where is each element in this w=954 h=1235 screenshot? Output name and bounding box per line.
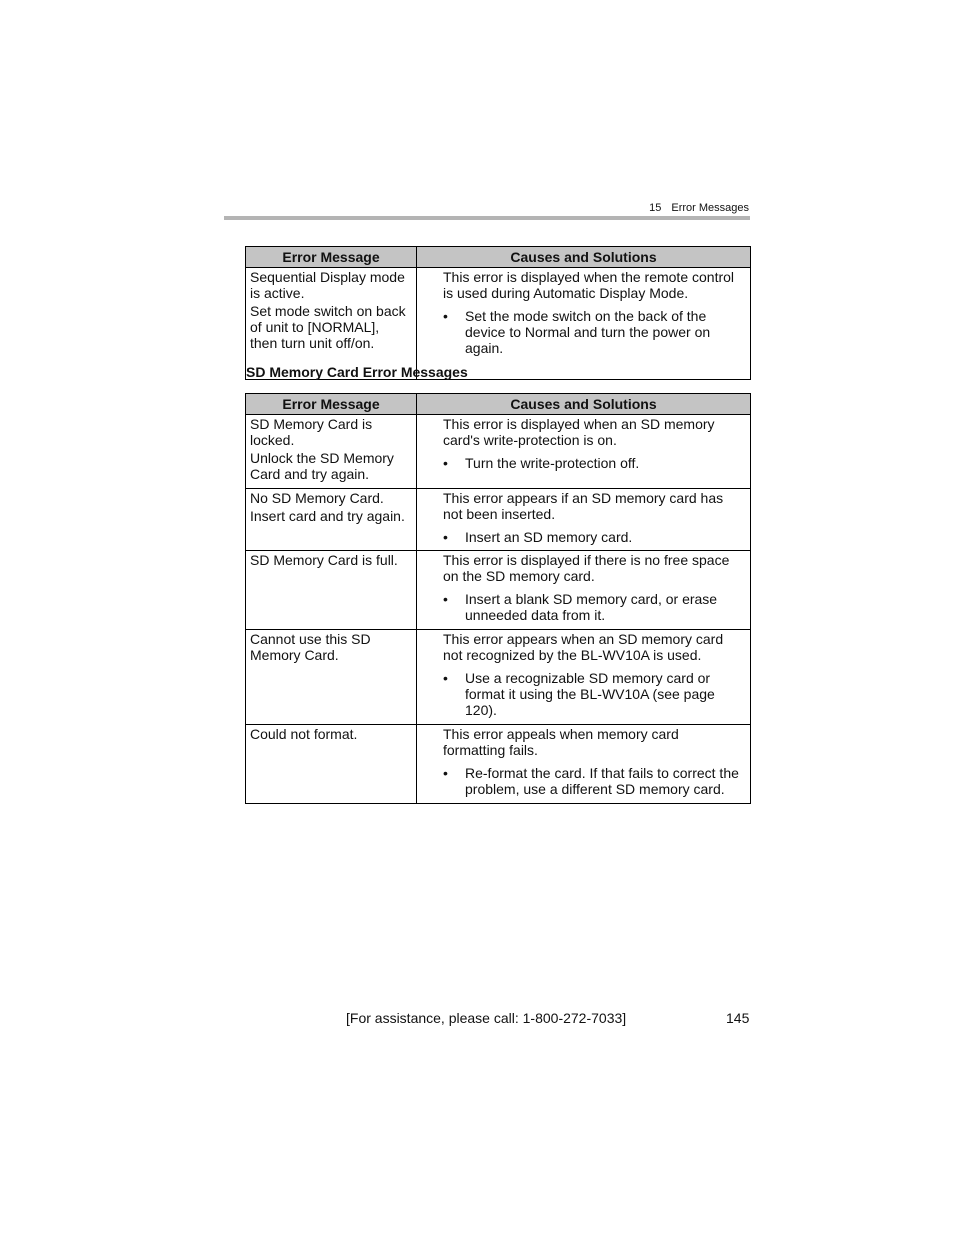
error-message-line: Set mode switch on back of unit to [NORMAL], then turn unit off/on.	[250, 303, 406, 351]
cause-text: This error is displayed when an SD memory card's write-protection is on.	[443, 416, 715, 448]
error-message-cell	[246, 630, 417, 725]
error-message-cell	[246, 415, 417, 489]
error-message-line: SD Memory Card is full.	[250, 552, 398, 568]
cause-text: This error appears when an SD memory card not recognized by the BL-WV10A is used.	[443, 631, 724, 663]
table-row	[246, 630, 751, 725]
solution-bullet: • Insert an SD memory card.	[443, 529, 633, 545]
error-table-sd-card	[245, 393, 751, 804]
solution-text: Insert a blank SD memory card, or erase unneeded data from it.	[465, 591, 718, 623]
table-row	[246, 489, 751, 551]
cause-text: This error is displayed when the remote control is used during Automatic Display Mode.	[443, 269, 735, 301]
error-message-line: Cannot use this SD Memory Card.	[250, 631, 371, 663]
cause-solution-cell	[417, 551, 751, 630]
cause-solution-cell	[417, 268, 751, 380]
column-header-error-message: Error Message	[246, 394, 417, 415]
error-message-line: No SD Memory Card.	[250, 490, 384, 506]
solution-bullet: • Set the mode switch on the back of the device to Normal and turn the power on again.	[443, 308, 711, 356]
solution-bullet: • Re-format the card. If that fails to correct the problem, use a different SD memory card.	[443, 765, 739, 797]
error-message-line: Could not format.	[250, 726, 358, 742]
cause-solution-cell	[417, 630, 751, 725]
cause-text: This error is displayed if there is no free space on the SD memory card.	[443, 552, 730, 584]
table-row	[246, 725, 751, 804]
solution-text: Insert an SD memory card.	[465, 529, 633, 545]
column-header-causes-solutions: Causes and Solutions	[417, 247, 751, 268]
chapter-number: 15	[649, 202, 662, 214]
solution-text: Turn the write-protection off.	[465, 455, 640, 471]
running-header	[600, 202, 749, 214]
column-header-error-message: Error Message	[246, 247, 417, 268]
error-message-line: Unlock the SD Memory Card and try again.	[250, 450, 394, 482]
solution-bullet: • Turn the write-protection off.	[443, 455, 640, 471]
error-message-cell	[246, 725, 417, 804]
error-table-display	[245, 246, 751, 380]
error-message-cell	[246, 489, 417, 551]
cause-text: This error appeals when memory card formatting fails.	[443, 726, 679, 758]
section-title: SD Memory Card Error Messages	[246, 364, 468, 380]
solution-bullet: • Use a recognizable SD memory card or format it using the BL-WV10A (see page 120).	[443, 670, 715, 718]
solution-text: Re-format the card. If that fails to correct the problem, use a different SD memory card.	[465, 765, 739, 797]
header-rule	[224, 216, 750, 220]
chapter-title: Error Messages	[671, 202, 749, 214]
column-header-causes-solutions: Causes and Solutions	[417, 394, 751, 415]
solution-text: Set the mode switch on the back of the device to Normal and turn the power on again.	[465, 308, 711, 356]
error-message-line: Sequential Display mode is active.	[250, 269, 405, 301]
table-row	[246, 415, 751, 489]
cause-solution-cell	[417, 489, 751, 551]
assistance-line: [For assistance, please call: 1-800-272-7033]	[346, 1010, 627, 1026]
error-message-line: SD Memory Card is locked.	[250, 416, 373, 448]
table-header-row	[246, 247, 751, 268]
cause-solution-cell	[417, 415, 751, 489]
error-message-cell	[246, 551, 417, 630]
error-message-line: Insert card and try again.	[250, 508, 405, 524]
table-header-row	[246, 394, 751, 415]
solution-bullet: • Insert a blank SD memory card, or erase unneeded data from it.	[443, 591, 718, 623]
table-row	[246, 551, 751, 630]
table-row	[246, 268, 751, 380]
solution-text: Use a recognizable SD memory card or format it using the BL-WV10A (see page 120).	[465, 670, 715, 718]
cause-solution-cell	[417, 725, 751, 804]
cause-text: This error appears if an SD memory card has not been inserted.	[443, 490, 724, 522]
page-number: 145	[726, 1010, 750, 1026]
error-message-cell	[246, 268, 417, 380]
